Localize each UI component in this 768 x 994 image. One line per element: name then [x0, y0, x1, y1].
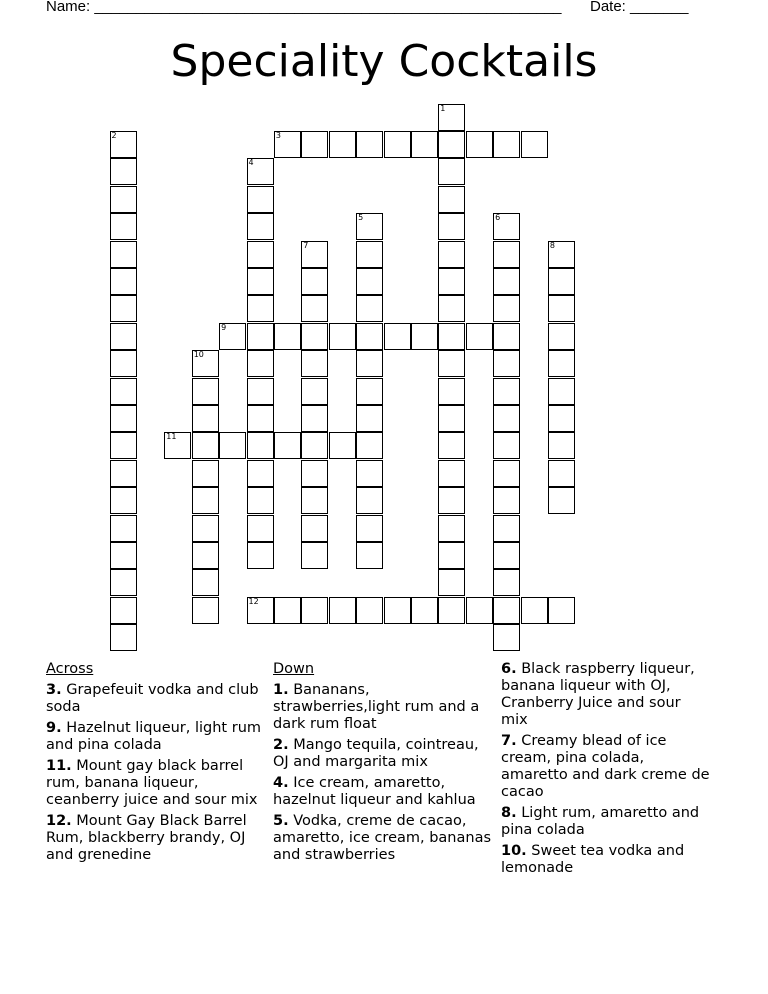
grid-cell[interactable] — [548, 268, 575, 295]
grid-cell[interactable] — [110, 378, 137, 405]
grid-cell[interactable] — [192, 515, 219, 542]
grid-cell[interactable] — [247, 487, 274, 514]
grid-cell[interactable] — [192, 350, 219, 377]
grid-cell[interactable] — [438, 268, 465, 295]
grid-cell[interactable] — [493, 350, 520, 377]
down-clues — [273, 661, 495, 868]
grid-cell[interactable] — [438, 569, 465, 596]
grid-cell[interactable] — [110, 515, 137, 542]
grid-cell[interactable] — [247, 515, 274, 542]
grid-cell[interactable] — [301, 487, 328, 514]
grid-cell[interactable] — [493, 213, 520, 240]
grid-cell[interactable] — [521, 131, 548, 158]
grid-cell[interactable] — [274, 131, 301, 158]
grid-cell[interactable] — [548, 350, 575, 377]
grid-cell[interactable] — [356, 542, 383, 569]
grid-cell[interactable] — [110, 460, 137, 487]
header — [0, 0, 768, 20]
grid-cell[interactable] — [438, 460, 465, 487]
grid-cell[interactable] — [247, 268, 274, 295]
grid-cell[interactable] — [110, 158, 137, 185]
grid-cell[interactable] — [493, 569, 520, 596]
grid-cell[interactable] — [438, 131, 465, 158]
grid-cell[interactable] — [247, 295, 274, 322]
grid-cell[interactable] — [548, 323, 575, 350]
grid-cell[interactable] — [247, 405, 274, 432]
grid-cell[interactable] — [110, 241, 137, 268]
grid-cell[interactable] — [192, 460, 219, 487]
grid-cell[interactable] — [548, 405, 575, 432]
grid-cell[interactable] — [274, 597, 301, 624]
clue-across-11: 11. Mount gay black barrel rum, banana liqueur, ceanberry juice and sour mix — [46, 758, 258, 808]
grid-cell[interactable] — [493, 241, 520, 268]
cell-number: 9 — [221, 322, 227, 332]
grid-cell[interactable] — [438, 487, 465, 514]
grid-cell[interactable] — [219, 323, 246, 350]
grid-cell[interactable] — [438, 323, 465, 350]
grid-cell[interactable] — [548, 241, 575, 268]
grid-cell[interactable] — [110, 295, 137, 322]
grid-cell[interactable] — [110, 597, 137, 624]
name-field[interactable]: Name: ________________________________________________________ — [46, 0, 562, 15]
grid-cell[interactable] — [301, 350, 328, 377]
clue-across-3: 3. Grapefeuit vodka and club soda — [46, 682, 259, 715]
grid-cell[interactable] — [356, 213, 383, 240]
grid-cell[interactable] — [274, 432, 301, 459]
grid-cell[interactable] — [411, 323, 438, 350]
grid-cell[interactable] — [356, 241, 383, 268]
grid-cell[interactable] — [438, 158, 465, 185]
grid-cell[interactable] — [356, 405, 383, 432]
grid-cell[interactable] — [548, 487, 575, 514]
grid-cell[interactable] — [356, 131, 383, 158]
grid-cell[interactable] — [301, 542, 328, 569]
grid-cell[interactable] — [329, 131, 356, 158]
grid-cell[interactable] — [493, 597, 520, 624]
grid-cell[interactable] — [466, 323, 493, 350]
grid-cell[interactable] — [356, 295, 383, 322]
grid-cell[interactable] — [329, 432, 356, 459]
grid-cell[interactable] — [274, 323, 301, 350]
grid-cell[interactable] — [301, 515, 328, 542]
grid-cell[interactable] — [110, 405, 137, 432]
grid-cell[interactable] — [219, 432, 246, 459]
grid-cell[interactable] — [192, 569, 219, 596]
grid-cell[interactable] — [110, 350, 137, 377]
grid-cell[interactable] — [438, 378, 465, 405]
across-heading: Across — [46, 661, 94, 677]
grid-cell[interactable] — [548, 460, 575, 487]
clue-down-7: 7. Creamy blead of ice cream, pina colada, amaretto and dark creme de cacao — [501, 733, 710, 800]
grid-cell[interactable] — [301, 323, 328, 350]
clue-across-9: 9. Hazelnut liqueur, light rum and pina colada — [46, 720, 262, 753]
grid-cell[interactable] — [301, 131, 328, 158]
grid-cell[interactable] — [247, 158, 274, 185]
grid-cell[interactable] — [438, 186, 465, 213]
grid-cell[interactable] — [438, 213, 465, 240]
grid-cell[interactable] — [548, 597, 575, 624]
grid-cell[interactable] — [110, 542, 137, 569]
clue-down-5: 5. Vodka, creme de cacao, amaretto, ice cream, bananas and strawberries — [273, 813, 492, 863]
grid-cell[interactable] — [466, 597, 493, 624]
grid-cell[interactable] — [356, 378, 383, 405]
grid-cell[interactable] — [438, 241, 465, 268]
grid-cell[interactable] — [192, 432, 219, 459]
cell-number: 8 — [549, 240, 555, 250]
grid-cell[interactable] — [493, 432, 520, 459]
grid-cell[interactable] — [110, 213, 137, 240]
grid-cell[interactable] — [548, 295, 575, 322]
clue-down-1: 1. Bananans, strawberries,light rum and a dark rum float — [273, 682, 480, 732]
grid-cell[interactable] — [356, 487, 383, 514]
grid-cell[interactable] — [493, 323, 520, 350]
grid-cell[interactable] — [356, 597, 383, 624]
grid-cell[interactable] — [301, 405, 328, 432]
grid-cell[interactable] — [438, 515, 465, 542]
grid-cell[interactable] — [110, 323, 137, 350]
grid-cell[interactable] — [438, 597, 465, 624]
cell-number: 6 — [495, 213, 501, 223]
grid-cell[interactable] — [301, 295, 328, 322]
grid-cell[interactable] — [247, 460, 274, 487]
grid-cell[interactable] — [411, 597, 438, 624]
grid-cell[interactable] — [110, 186, 137, 213]
cell-number: 5 — [358, 213, 364, 223]
grid-cell[interactable] — [192, 542, 219, 569]
clue-down-2: 2. Mango tequila, cointreau, OJ and margarita mix — [273, 737, 479, 770]
grid-cell[interactable] — [438, 542, 465, 569]
grid-cell[interactable] — [110, 131, 137, 158]
grid-cell[interactable] — [521, 597, 548, 624]
grid-cell[interactable] — [192, 487, 219, 514]
grid-cell[interactable] — [384, 131, 411, 158]
down-heading: Down — [273, 661, 315, 677]
grid-cell[interactable] — [110, 569, 137, 596]
grid-cell[interactable] — [493, 542, 520, 569]
grid-cell[interactable] — [247, 542, 274, 569]
grid-cell[interactable] — [301, 241, 328, 268]
grid-cell[interactable] — [493, 268, 520, 295]
cell-number: 2 — [111, 130, 117, 140]
grid-cell[interactable] — [192, 405, 219, 432]
grid-cell[interactable] — [438, 104, 465, 131]
grid-cell[interactable] — [493, 378, 520, 405]
clue-down-8: 8. Light rum, amaretto and pina colada — [501, 805, 700, 838]
grid-cell[interactable] — [247, 241, 274, 268]
cell-number: 1 — [440, 103, 446, 113]
grid-cell[interactable] — [247, 378, 274, 405]
grid-cell[interactable] — [356, 350, 383, 377]
grid-cell[interactable] — [493, 295, 520, 322]
grid-cell[interactable] — [301, 460, 328, 487]
grid-cell[interactable] — [247, 323, 274, 350]
grid-cell[interactable] — [493, 515, 520, 542]
grid-cell[interactable] — [247, 432, 274, 459]
cell-number: 11 — [166, 432, 177, 442]
grid-cell[interactable] — [493, 460, 520, 487]
grid-cell[interactable] — [356, 515, 383, 542]
grid-cell[interactable] — [247, 213, 274, 240]
grid-cell[interactable] — [438, 405, 465, 432]
grid-cell[interactable] — [438, 350, 465, 377]
grid-cell[interactable] — [356, 268, 383, 295]
cell-number: 7 — [303, 240, 309, 250]
grid-cell[interactable] — [192, 378, 219, 405]
date-field[interactable]: Date: _______ — [590, 0, 689, 15]
grid-cell[interactable] — [356, 432, 383, 459]
grid-cell[interactable] — [438, 432, 465, 459]
grid-cell[interactable] — [110, 487, 137, 514]
clue-down-6: 6. Black raspberry liqueur, banana liqueur with OJ, Cranberry Juice and sour mix — [501, 661, 695, 728]
grid-cell[interactable] — [466, 131, 493, 158]
grid-cell[interactable] — [493, 624, 520, 651]
grid-cell[interactable] — [493, 405, 520, 432]
down-clues-continued — [501, 661, 711, 881]
grid-cell[interactable] — [301, 432, 328, 459]
grid-cell[interactable] — [548, 378, 575, 405]
across-clues — [46, 661, 261, 868]
grid-cell[interactable] — [247, 350, 274, 377]
grid-cell[interactable] — [247, 186, 274, 213]
cell-number: 10 — [193, 350, 204, 360]
grid-cell[interactable] — [356, 323, 383, 350]
clue-across-12: 12. Mount Gay Black Barrel Rum, blackberry brandy, OJ and grenedine — [46, 813, 247, 863]
grid-cell[interactable] — [356, 460, 383, 487]
grid-cell[interactable] — [493, 131, 520, 158]
grid-cell[interactable] — [301, 597, 328, 624]
grid-cell[interactable] — [192, 597, 219, 624]
grid-cell[interactable] — [384, 597, 411, 624]
page-title: Speciality Cocktails — [170, 36, 598, 87]
cell-number: 4 — [248, 158, 254, 168]
clue-down-10: 10. Sweet tea vodka and lemonade — [501, 843, 685, 876]
grid-cell[interactable] — [548, 432, 575, 459]
grid-cell[interactable] — [329, 597, 356, 624]
grid-cell[interactable] — [247, 597, 274, 624]
cell-number: 12 — [248, 596, 259, 606]
grid-cell[interactable] — [110, 624, 137, 651]
grid-cell[interactable] — [329, 323, 356, 350]
grid-cell[interactable] — [384, 323, 411, 350]
clue-down-4: 4. Ice cream, amaretto, hazelnut liqueur and kahlua — [273, 775, 476, 808]
grid-cell[interactable] — [438, 295, 465, 322]
grid-cell[interactable] — [411, 131, 438, 158]
grid-cell[interactable] — [493, 487, 520, 514]
grid-cell[interactable] — [164, 432, 191, 459]
grid-cell[interactable] — [301, 378, 328, 405]
grid-cell[interactable] — [301, 268, 328, 295]
grid-cell[interactable] — [110, 268, 137, 295]
grid-cell[interactable] — [110, 432, 137, 459]
cell-number: 3 — [275, 130, 281, 140]
